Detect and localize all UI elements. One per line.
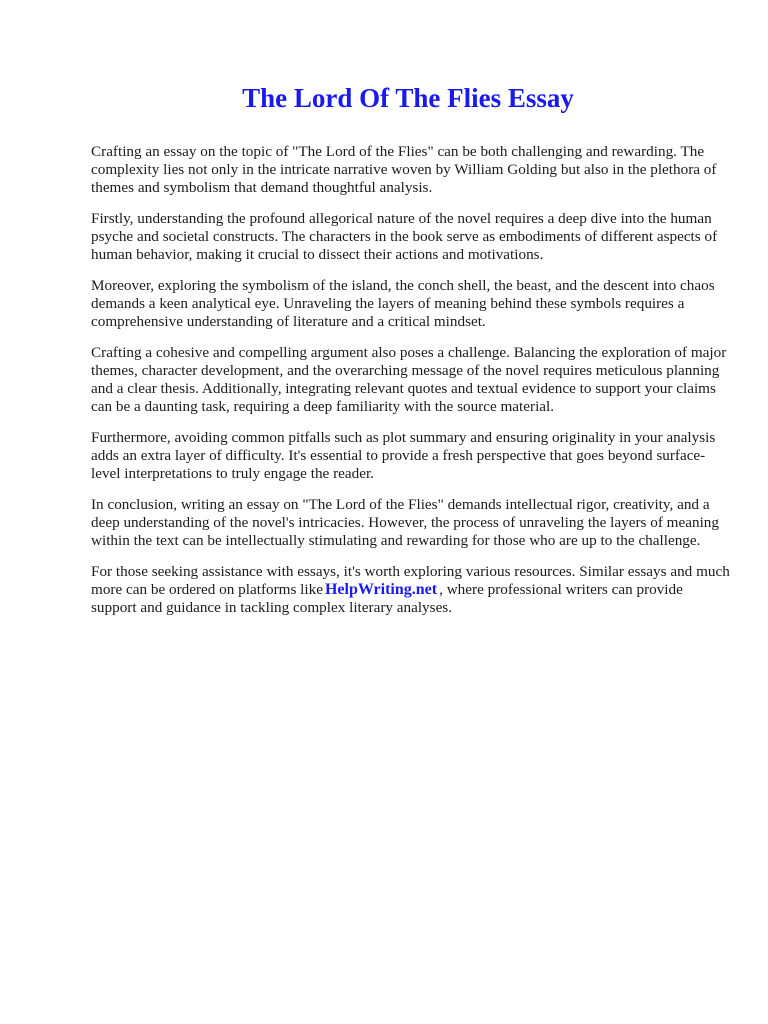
paragraph-argument: Crafting a cohesive and compelling argument also poses a challenge. Balancing the exploration of major themes, character development, and the overarching message of the novel requires meticulous planning and a clear thesis. Additionally, integrating relevant quotes and textual evidence to support your claims can be a daunting task, requiring a deep familiarity with the source material. [91, 344, 727, 415]
paragraph-intro: Crafting an essay on the topic of "The Lord of the Flies" can be both challenging and rewarding. The complexity lies not only in the intricate narrative woven by William Golding but also in the plethora of themes and symbolism that demand thoughtful analysis. [91, 143, 717, 196]
paragraph-symbolism: Moreover, exploring the symbolism of the island, the conch shell, the beast, and the descent into chaos demands a keen analytical eye. Unraveling the layers of meaning behind these symbols requires a comprehensive understanding of literature and a critical mindset. [91, 277, 715, 330]
helpwriting-link[interactable]: HelpWriting.net [324, 581, 438, 598]
paragraph-allegory: Firstly, understanding the profound allegorical nature of the novel requires a deep dive into the human psyche and societal constructs. The characters in the book serve as embodiments of different aspects of human behavior, making it crucial to dissect their actions and motivations. [91, 210, 718, 263]
document-title: The Lord Of The Flies Essay [242, 83, 574, 113]
paragraph-conclusion: In conclusion, writing an essay on "The Lord of the Flies" demands intellectual rigor, creativity, and a deep understanding of the novel's intricacies. However, the process of unraveling the layers of meaning within the text can be intellectually stimulating and rewarding for those who are up to the challenge. [91, 496, 719, 549]
document-body [91, 143, 731, 630]
closing-text-after-link: , where professional writers can provide support and guidance in tackling complex literary analyses. [91, 581, 683, 616]
paragraph-pitfalls: Furthermore, avoiding common pitfalls such as plot summary and ensuring originality in your analysis adds an extra layer of difficulty. It's essential to provide a fresh perspective that goes beyond surface-level interpretations to truly engage the reader. [91, 429, 716, 482]
closing-text-before-link: For those seeking assistance with essays, it's worth exploring various resources. Similar essays and much more can be ordered on platforms like [91, 563, 730, 598]
paragraph-closing [91, 563, 731, 617]
